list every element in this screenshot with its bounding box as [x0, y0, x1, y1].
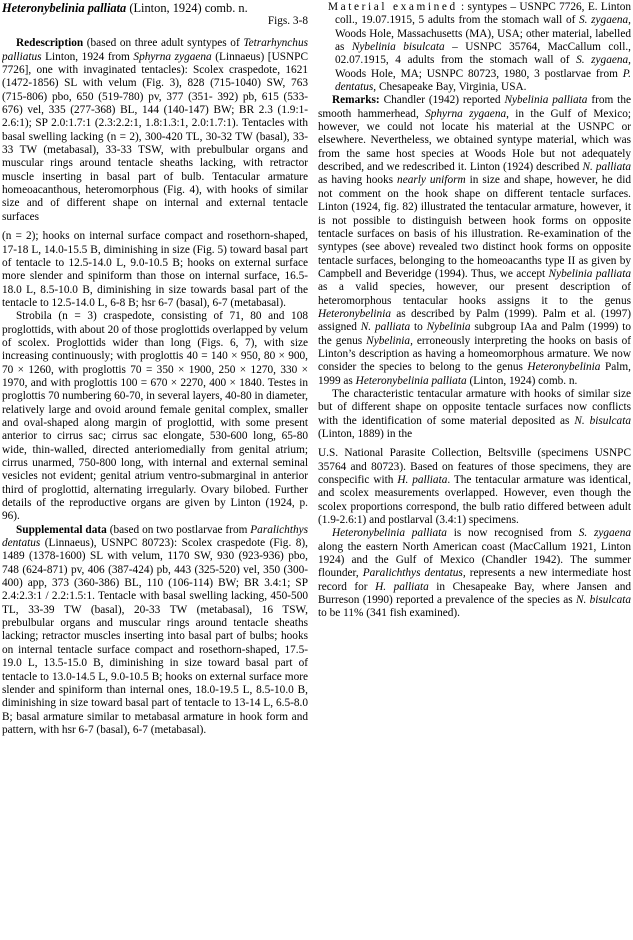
redescription-paragraph: [2, 37, 308, 224]
host-record-paragraph: [318, 527, 631, 620]
text-run: Redescription: [16, 37, 87, 50]
text-run: (Linnaeus) [USNPC 7726], one with invaginated tentacles): Scolex craspedote, 1621 (1472-1856) SL with velum (Fig. 3), 828 (715-1040) SW, 763 (715-806) pbo, 650 (519-780) pv, 377 (351- 392) pb, 615 (533-676) vel, 335 (277-368) BL, 144 (140-147) BW; BR 2.3 (1.9:1-2.6:1); SP 2.0:1.7:1 (2.3:2.2:1, 1.8:1.3:1, 2.0:1.7:1). Tentacles with basal swelling lacking (n = 2), 300-420 TL, 30-32 TW (basal), 33-33 TW (metabasal), 33-33 TSW, with prebulbular organs and muscular rings around tentacle sheaths lacking, with retractor muscle inserting in basal part of bulb. Tentacular armature homeoacanthous, heteromorphous (Fig. 4), with hooks of similar size and of different shape on internal and external tentacle surfaces: [2, 50, 308, 223]
text-run: The characteristic tentacular armature with hooks of similar size but of different shape on opposite tentacle surfaces now conflicts with the identification of some material deposited as: [318, 387, 631, 427]
text-run: Heteronybelinia palliata: [2, 1, 127, 15]
right-column: [318, 1, 631, 940]
text-run: from the smooth hammerhead,: [318, 94, 631, 120]
text-run: (Linton, 1924) comb. n.: [126, 1, 248, 15]
text-run: Nybelinia bisulcata: [351, 41, 445, 54]
text-run: , in the Gulf of Mexico; however, we could not locate his material at the USNPC or elsewhere. Nevertheless, we obtained syntype material, which was from the same host species at Woods Hole but not adequately described, and we redescribed it. Linton (1924) described: [318, 107, 631, 174]
text-run: : syntypes – USNPC 7726, E. Linton coll., 19.07.1915, 5 adults from the stomach wall of: [335, 1, 631, 27]
text-run: Remarks:: [332, 94, 384, 107]
text-run: Nybelinia,: [366, 334, 417, 347]
text-run: H. palliata: [397, 474, 448, 487]
figs-reference: [2, 15, 308, 28]
text-run: S. zygaena: [578, 527, 631, 540]
text-run: Heteronybelinia palliata: [332, 527, 454, 540]
text-run: Nybelinia palliata: [548, 267, 631, 280]
text-run: as described by Palm (1999). Palm et al. (1997) assigned: [318, 307, 631, 334]
text-run: , Woods Hole, Massachusetts (MA), USA; other material, labelled as: [335, 14, 631, 54]
text-run: Sphyrna zygaena: [133, 50, 216, 63]
text-run: N. palliata: [582, 161, 631, 174]
text-run: as a valid species, however, our present description of heteromorphous tentacular hooks assigns it to the genus: [318, 281, 631, 307]
text-run: represents a new intermediate host record for: [318, 567, 631, 593]
text-run: Material examined: [328, 1, 458, 13]
text-run: (based on two postlarvae from: [109, 523, 251, 536]
text-run: – USNPC 35764, MacCallum coll., 02.07.1915, 4 adults from the stomach wall of: [335, 41, 631, 67]
text-run: Nybelinia: [426, 321, 475, 334]
text-run: in Chesapeake Bay, where Jansen and Burreson (1990) reported a prevalence of the species as: [318, 580, 631, 607]
text-run: Heteronybelinia palliata: [355, 374, 470, 387]
text-run: along the eastern North American coast (MacCallum 1921, Linton 1924) and the Gulf of Mexico (Chandler 1942). The summer flounder,: [318, 540, 631, 580]
text-run: S. zygaena: [579, 14, 629, 27]
text-run: (Linton, 1924) comb. n.: [469, 374, 578, 387]
text-run: (Linton, 1889) in the: [318, 428, 413, 440]
remarks-paragraph: [318, 94, 631, 388]
text-run: . The tentacular armature was identical, and scolex measurements overlapped. However, even though the scolex proportions correspond, the bulb ratio differed between adult (1.9-2.6:1) and postlarval (3.4:1) specimens.: [318, 474, 631, 527]
text-run: subgroup IAa and Palm (1999) to the genus: [318, 321, 631, 347]
text-run: , Woods Hole, MA; USNPC 80723, 1980, 3 postlarvae from: [335, 54, 631, 80]
material-examined-paragraph: [318, 1, 631, 94]
article-title: [2, 1, 308, 15]
text-run: to be 11% (341 fish examined).: [318, 607, 461, 620]
text-run: H. palliata: [375, 580, 437, 593]
text-run: , Chesapeake Bay, Virginia, USA.: [373, 81, 527, 94]
text-run: N. palliata: [360, 321, 414, 334]
text-run: Heteronybelinia: [318, 307, 397, 320]
usnpc-continuation-paragraph: [318, 447, 631, 527]
text-run: is now recognised from: [453, 527, 579, 540]
text-run: erroneously interpreting the hooks on basis of Linton’s description as having a homeomorphous armature. We now consider the species to belong to the genus: [318, 334, 631, 374]
text-run: in size and shape, however, he did not comment on the hook shape on different tentacle surfaces. Linton (1924, fig. 82) illustrated the tentacular armature, however, it is not possible to distinguish between hook forms on opposite tentacle surfaces on basis of his illustration. Re-examination of the syntypes (see above) revealed two distinct hook forms on opposite tentacle surfaces, belonging to the homeoacanths type II as given by Campbell and Beveridge (1994). Thus, we accept: [318, 174, 631, 280]
text-run: Paralichthys dentatus: [2, 523, 308, 550]
text-run: Chandler (1942) reported: [383, 94, 505, 107]
text-run: (Linnaeus), USNPC 80723): Scolex craspedote (Fig. 8), 1489 (1378-1600) SL with velum, 1170 SW, 930 (923-936) pbo, 748 (624-871) pv, 406 (387-424) pb, 443 (325-520) vel, 350 (300-400) app, 373 (360-386) BL, 110 (106-114) BW; BR 3.4:1; SP 2.4:2.3:1 / 2.2:1.5:1. Tentacle with basal swelling lacking, 450-500 TL, 33-39 TW (basal), 20-33 TW (metabasal), 16 TSW, prebulbular organs and muscular rings around tentacle sheaths lacking; retractor muscles inserting into basal part of bulbs; hooks on internal tentacle surface compact and rosethorn-shaped, 17.5-19.0 L, 13.5-15.0 B, diminishing in size toward basal part of tentacle to 13.0-14.5 L, 9.0-10.5 B; hooks on external surface more slender and spiniform than internal ones, 18.0-19.5 L, 8.5-10.0 B, diminishing in size toward basal part of tentacle to 13-14 L, 6.5-8.0 B; basal armature similar to metabasal armature in hook form and pattern, with hsr 6-7 (basal), 6-7 (metabasal).: [2, 537, 308, 736]
supplemental-data-paragraph: [2, 524, 308, 738]
text-run: S. zygaena: [576, 54, 629, 67]
text-run: nearly uniform: [397, 174, 470, 187]
text-run: Strobila (n = 3) craspedote, consisting of 71, 80 and 108 proglottids, with about 20 of those proglottids overlapped by velum of scolex. Proglottids wider than long (Figs. 6, 7), with size increasing continuously; with proglottis 40 = 140 × 950, 80 × 900, 70 × 1260, with proglottis 70 = 350 × 1900, 250 × 1270, 330 × 1970, and with proglottis 100 = 670 × 2270, 400 × 1840. Testes in proglottis 70 numbering 60-70, in several layers, 40-80 in diameter, relatively large and ovoid around female genital complex, smaller and oval-shaped along margin of proglottid, with some present anterior to cirrus sac; cirrus sac elongate, 530-600 long, 65-80 wide, thin-walled, directed anteriomedially from genital atrium; cirrus unarmed, 750-800 long, with internal and external seminal vesicles not evident; genital atrium ventro-submarginal in anterior third of proglottid, alternating irregularly. Ovary bilobed. Further details of the reproductive organs are given by Linton (1924, p. 96).: [2, 310, 308, 523]
left-column: [2, 1, 308, 940]
text-run: Supplemental data: [16, 523, 110, 536]
text-run: Palm, 1999 as: [318, 361, 631, 387]
text-run: Sphyrna zygaena: [425, 107, 507, 120]
text-run: U.S. National Parasite Collection, Beltsville (specimens USNPC 35764 and 80723). Based on features of those specimens, they are conspecific with: [318, 447, 631, 487]
text-run: N. bisulcata: [574, 414, 631, 427]
text-run: Tetrarhynchus palliatus: [2, 37, 308, 63]
redescription-continuation-paragraph: [2, 230, 308, 310]
text-run: to: [413, 321, 427, 334]
text-run: (based on three adult syntypes of: [86, 37, 244, 50]
text-run: Paralichthys dentatus,: [362, 567, 470, 580]
text-run: as having hooks: [318, 174, 398, 187]
text-run: (n = 2); hooks on internal surface compact and rosethorn-shaped, 17-18 L, 14.0-15.5 B, diminishing in size (Fig. 5) toward basal part of tentacle to 12.5-14.0 L, 9.0-10.5 B; hooks on external surface more slender and spiniform than those on internal surface, 16.5-18.0 L, 8.5-10.0 B, diminishing in size towards basal part of the tentacle to 12.5-14.0 L, 6-8 B; hsr 6-7 (basal), 6-7 (metabasal).: [2, 230, 308, 309]
text-run: P. dentatus: [335, 67, 631, 94]
strobila-paragraph: [2, 310, 308, 524]
characteristic-armature-paragraph: [318, 388, 631, 441]
text-run: N. bisulcata: [575, 594, 631, 607]
text-run: Nybelinia palliata: [504, 94, 592, 107]
text-run: Linton, 1924 from: [45, 50, 134, 63]
text-run: Figs. 3-8: [267, 15, 308, 27]
text-run: Heteronybelinia: [527, 361, 605, 374]
